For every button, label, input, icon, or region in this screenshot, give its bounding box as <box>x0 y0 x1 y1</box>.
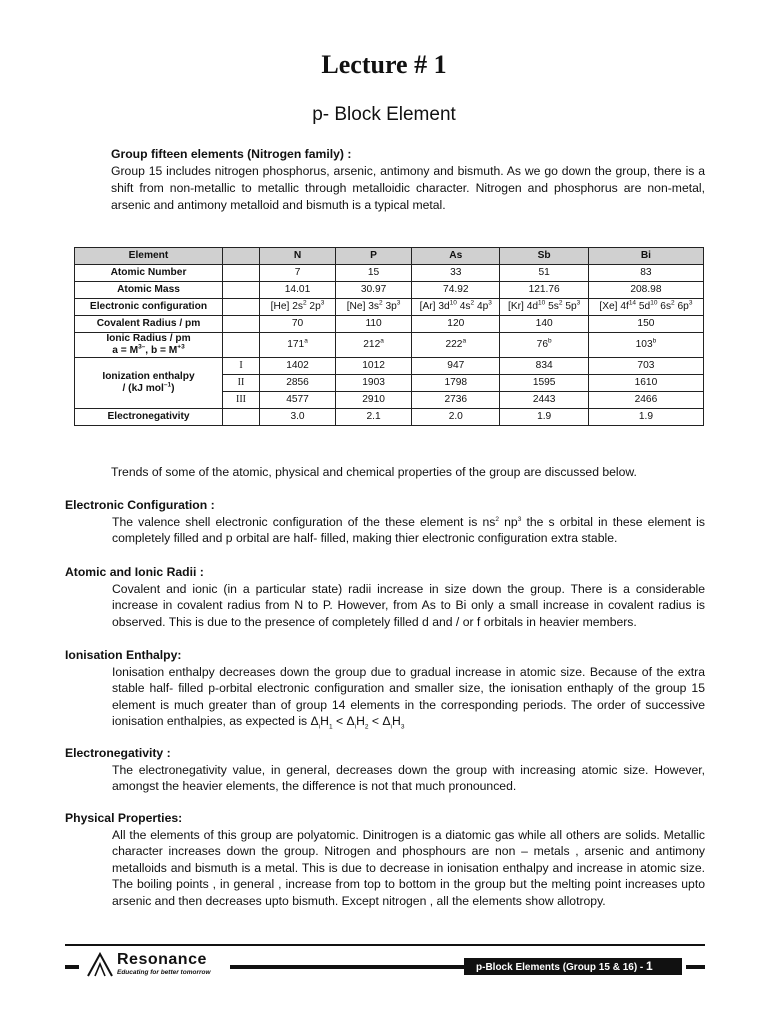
config-orbital: 2s <box>289 301 303 312</box>
config-orbital: 3d <box>435 301 450 312</box>
row-label: Atomic Mass <box>75 282 223 299</box>
config-electrons: 10 <box>449 299 457 307</box>
section-heading: Electronegativity : <box>65 746 171 760</box>
table-cell: 1798 <box>412 375 500 392</box>
properties-table <box>74 247 704 426</box>
section-body: Covalent and ionic (in a particular state) radii increase in size down the group. There is a considerable increase in covalent radius from N to P. However, from As to Bi only a small increase in covalent radius is observed. This is due to the presence of completely filled d and / or f orbitals in heavier members. <box>112 581 705 629</box>
config-electrons: 3 <box>576 299 581 307</box>
header-cell: N <box>260 248 336 265</box>
trends-line: Trends of some of the atomic, physical and chemical properties of the group are discussed below. <box>111 465 637 479</box>
table-cell <box>412 333 500 358</box>
header-cell: P <box>336 248 412 265</box>
ionization-label-exponent: –1 <box>163 381 172 389</box>
delta-symbol: Δ <box>310 714 319 729</box>
table-cell: 110 <box>336 316 412 333</box>
ionic-radius-label-a: a = M <box>112 345 139 356</box>
table-cell: 2.0 <box>412 409 500 426</box>
ionic-radius-note: a <box>462 337 467 345</box>
table-row-atomic-mass <box>75 282 704 299</box>
table-row-electronic-configuration <box>75 299 704 316</box>
config-orbital: 3s <box>365 301 379 312</box>
footer-end-bar <box>686 965 705 969</box>
section-heading: Electronic Configuration : <box>65 498 215 512</box>
table-cell: 947 <box>412 358 500 375</box>
ionic-radius-value: 222 <box>445 339 463 350</box>
table-cell <box>223 316 260 333</box>
order-symbol: H <box>320 714 329 729</box>
table-cell <box>588 333 703 358</box>
row-label: Atomic Number <box>75 265 223 282</box>
section-body <box>65 664 705 730</box>
lt-sign: < <box>332 714 347 729</box>
row-label <box>75 333 223 358</box>
section-heading: Ionisation Enthalpy: <box>65 648 182 662</box>
table-cell: 208.98 <box>588 282 703 299</box>
table-cell: 1610 <box>588 375 703 392</box>
ionization-label-line2: / (kJ mol <box>122 383 164 394</box>
order-sub: 2 <box>364 723 369 731</box>
roman-numeral: III <box>223 392 260 409</box>
config-orbital: 6s <box>657 301 672 312</box>
table-cell: 2736 <box>412 392 500 409</box>
table-cell: 30.97 <box>336 282 412 299</box>
section-heading: Physical Properties: <box>65 811 183 825</box>
config-electrons: 3 <box>396 299 401 307</box>
table-header-row <box>75 248 704 265</box>
ionic-radius-note: a <box>304 337 308 345</box>
ionic-radius-value: 76 <box>536 339 549 350</box>
intro-block <box>111 146 705 214</box>
resonance-logo-icon <box>86 952 114 983</box>
table-cell: 2910 <box>336 392 412 409</box>
config-electrons: 14 <box>628 299 637 307</box>
config-core: [Xe] <box>599 301 618 312</box>
row-label <box>75 358 223 409</box>
section-sup: 3 <box>517 515 522 523</box>
config-cell <box>588 299 703 316</box>
table-cell <box>223 409 260 426</box>
roman-numeral: II <box>223 375 260 392</box>
config-core: [Ar] <box>419 301 436 312</box>
table-cell: 703 <box>588 358 703 375</box>
config-electrons: 2 <box>470 299 475 307</box>
table-row-ionic-radius <box>75 333 704 358</box>
config-orbital: 4f <box>617 301 629 312</box>
config-electrons: 2 <box>379 299 383 307</box>
table-cell <box>336 333 412 358</box>
config-orbital: 6p <box>674 301 689 312</box>
table-cell: 51 <box>500 265 588 282</box>
table-cell: 140 <box>500 316 588 333</box>
lecture-title: Lecture # 1 <box>321 50 447 79</box>
config-core: [Kr] <box>508 301 524 312</box>
table-cell <box>260 333 336 358</box>
lt-sign: < <box>368 714 383 729</box>
table-cell: 1595 <box>500 375 588 392</box>
ionic-radius-value: 212 <box>363 339 381 350</box>
config-cell <box>260 299 336 316</box>
table-cell <box>223 333 260 358</box>
table-cell <box>500 333 588 358</box>
table-cell: 121.76 <box>500 282 588 299</box>
ionic-radius-label-b-charge: +3 <box>177 343 185 351</box>
ionic-radius-note: b <box>652 337 657 345</box>
table-cell: 4577 <box>260 392 336 409</box>
ionic-radius-label-a-charge: 3– <box>138 343 146 351</box>
footer-bar <box>230 965 464 969</box>
ionic-radius-label-b: , b = M <box>145 345 178 356</box>
header-cell: As <box>412 248 500 265</box>
table-cell: 1012 <box>336 358 412 375</box>
delta-symbol: Δ <box>346 714 355 729</box>
delta-symbol: Δ <box>382 714 391 729</box>
table-cell: 74.92 <box>412 282 500 299</box>
table-cell: 14.01 <box>260 282 336 299</box>
ionic-radius-value: 171 <box>287 339 305 350</box>
table-cell <box>223 282 260 299</box>
ionic-radius-note: a <box>380 337 384 345</box>
table-cell: 15 <box>336 265 412 282</box>
row-label: Electronic configuration <box>75 299 223 316</box>
footer-dash <box>65 965 79 969</box>
ionization-label-line1: Ionization enthalpy <box>102 371 195 382</box>
section-electronegativity <box>65 745 705 795</box>
order-symbol: H <box>392 714 401 729</box>
ionic-radius-value: 103 <box>635 339 653 350</box>
config-electrons: 3 <box>688 299 693 307</box>
table-cell: 1402 <box>260 358 336 375</box>
row-label: Covalent Radius / pm <box>75 316 223 333</box>
config-orbital: 5d <box>636 301 651 312</box>
table-cell: 70 <box>260 316 336 333</box>
section-body: All the elements of this group are polyatomic. Dinitrogen is a diatomic gas while all others are solids. Metallic character increases down the group. Nitrogen and phosphours are non – metals , arsenic and antimony metalloids and bismuth is a metal. This is due to decrease in ionisation enthalpy and increase in atomic size. The boiling points , in general , increase from top to bottom in the group but the melting point increases upto arsenic and then decreases upto bismuth. Except nitrogen , all the elements show allotropy. <box>112 827 705 908</box>
ionic-radius-label-line1: Ionic Radius / pm <box>106 333 191 344</box>
table-row-ionization-1 <box>75 358 704 375</box>
page-number: 1 <box>646 959 653 973</box>
config-electrons: 3 <box>488 299 492 307</box>
config-cell <box>336 299 412 316</box>
table-cell: 7 <box>260 265 336 282</box>
section-physical-properties <box>65 810 705 910</box>
table-row-covalent-radius <box>75 316 704 333</box>
config-orbital: 4d <box>523 301 539 312</box>
order-sub: 3 <box>400 723 405 731</box>
section-text: The valence shell electronic configuration of the these element is ns <box>112 514 496 529</box>
chapter-subtitle: p- Block Element <box>312 104 456 125</box>
config-orbital: 3p <box>382 301 397 312</box>
header-cell <box>223 248 260 265</box>
delta-sub: i <box>390 723 392 731</box>
roman-numeral: I <box>223 358 260 375</box>
section-text: Ionisation enthalpy decreases down the group due to gradual increase in atomic size. Because of the extra stable half- filled p-orbital electronic configuration and smaller size, the ionisation enthaply of the group 15 element is much greater than of group 14 elements in the corresponding periods. The order of successive ionisation enthalpies, as expected is <box>112 664 705 729</box>
config-core: [He] <box>270 301 290 312</box>
delta-sub: i <box>354 723 357 731</box>
section-body <box>65 514 705 547</box>
section-atomic-ionic-radii <box>65 564 705 630</box>
config-electrons: 2 <box>302 299 307 307</box>
table-cell <box>223 265 260 282</box>
config-electrons: 10 <box>650 299 658 307</box>
section-text: np <box>498 514 518 529</box>
ionic-radius-note: b <box>548 337 552 345</box>
config-electrons: 10 <box>538 299 546 307</box>
table-row-electronegativity <box>75 409 704 426</box>
table-cell: 1.9 <box>500 409 588 426</box>
config-orbital: 5s <box>545 301 559 312</box>
brand-tagline: Educating for better tomorrow <box>117 969 211 976</box>
table-cell <box>223 299 260 316</box>
header-cell: Bi <box>588 248 703 265</box>
section-electronic-configuration <box>65 497 705 547</box>
config-orbital: 2p <box>306 301 321 312</box>
table-cell: 1.9 <box>588 409 703 426</box>
table-cell: 1903 <box>336 375 412 392</box>
config-electrons: 2 <box>671 299 675 307</box>
footer-label: p-Block Elements (Group 15 & 16) - <box>476 962 647 973</box>
config-core: [Ne] <box>346 301 366 312</box>
section-text: the s orbital in these element is completely filled and p orbital are half- filled, making thier electronic configuration extra stable. <box>112 514 705 546</box>
table-cell: 3.0 <box>260 409 336 426</box>
header-cell: Sb <box>500 248 588 265</box>
footer-rule <box>65 944 705 946</box>
table-row-atomic-number <box>75 265 704 282</box>
ionization-label-end: ) <box>171 383 175 394</box>
config-orbital: 5p <box>562 301 577 312</box>
config-cell <box>412 299 500 316</box>
order-sub: 1 <box>328 723 333 731</box>
section-heading: Atomic and Ionic Radii : <box>65 565 204 579</box>
config-electrons: 2 <box>558 299 563 307</box>
order-symbol: H <box>356 714 365 729</box>
table-cell: 2856 <box>260 375 336 392</box>
brand-name: Resonance <box>117 951 207 968</box>
config-electrons: 3 <box>320 299 325 307</box>
table-cell: 33 <box>412 265 500 282</box>
row-label: Electronegativity <box>75 409 223 426</box>
section-ionisation-enthalpy <box>65 647 705 730</box>
table-cell: 2.1 <box>336 409 412 426</box>
table-cell: 150 <box>588 316 703 333</box>
section-body: The electronegativity value, in general, decreases down the group with increasing atomic size. However, amongst the heavier elements, the difference is not that much pronounced. <box>112 762 705 794</box>
header-cell: Element <box>75 248 223 265</box>
table-cell: 834 <box>500 358 588 375</box>
intro-heading: Group fifteen elements (Nitrogen family) : <box>111 147 352 161</box>
intro-text: Group 15 includes nitrogen phosphorus, arsenic, antimony and bismuth. As we go down the group, there is a shift from non-metallic to metallic through metalloidic character. Nitrogen and phosphorus are non-metal, arsenic and antimony metalloid and bismuth is a typical metal. <box>111 164 705 212</box>
config-orbital: 4s <box>456 301 471 312</box>
delta-sub: i <box>318 723 321 731</box>
footer-chapter-label <box>464 958 682 975</box>
config-orbital: 4p <box>474 301 489 312</box>
table-cell: 83 <box>588 265 703 282</box>
config-cell <box>500 299 588 316</box>
table-cell: 120 <box>412 316 500 333</box>
section-sup: 2 <box>495 515 499 523</box>
table-cell: 2466 <box>588 392 703 409</box>
table-cell: 2443 <box>500 392 588 409</box>
